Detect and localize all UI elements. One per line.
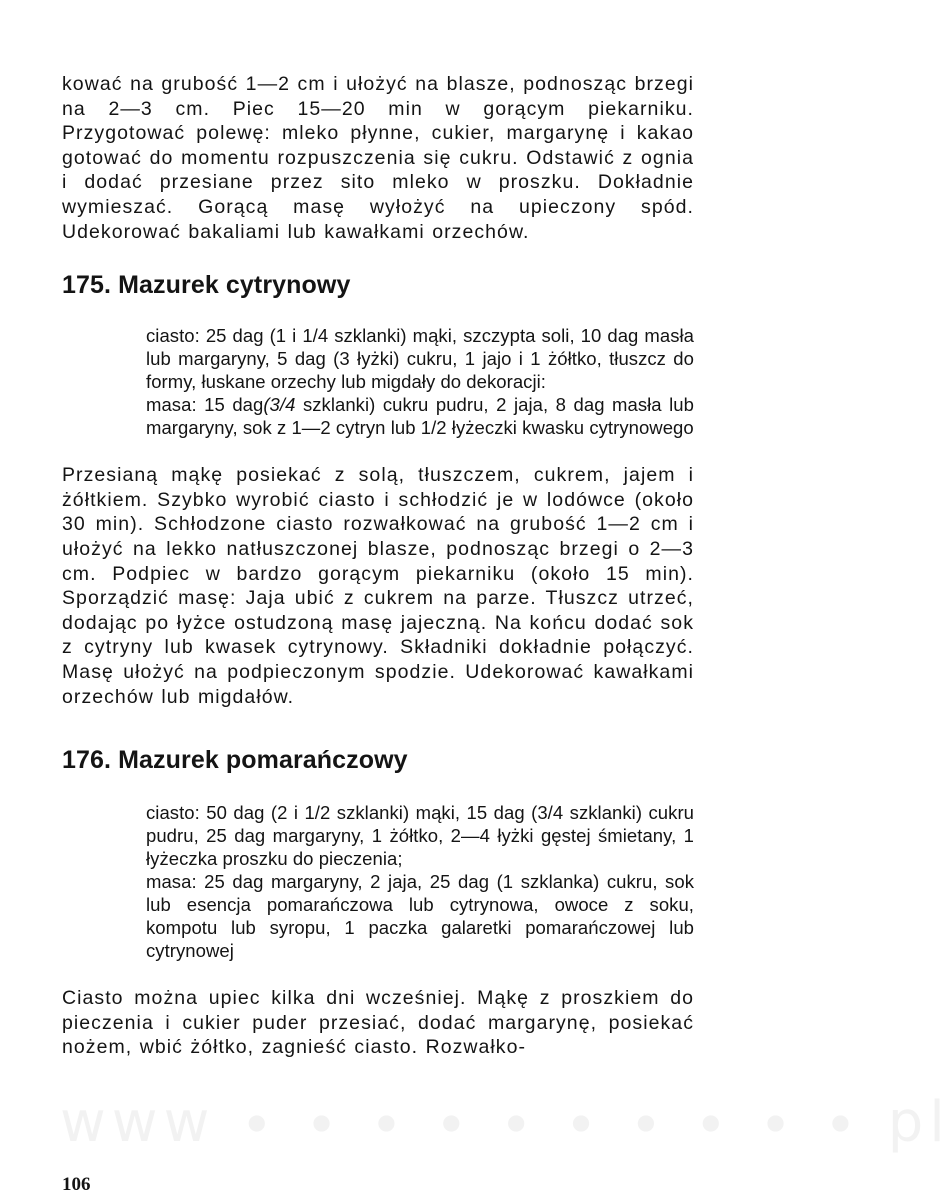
recipe-175-mass-italic: (3/4 [263, 394, 296, 416]
recipe-176-title: 176. Mazurek pomarańczowy [62, 746, 408, 775]
recipe-176-method: Ciasto można upiec kilka dni wcześniej. Mąkę z proszkiem do pieczenia i cukier puder przesiać, dodać margarynę, posiekać nożem, wbić żółtko, zagnieść ciasto. Rozwałko- [62, 987, 694, 1059]
recipe-176-dough-ingredients: ciasto: 50 dag (2 i 1/2 szklanki) mąki, 15 dag (3/4 szklanki) cukru pudru, 25 dag margaryny, 1 żółtko, 2—4 łyżki gęstej śmietany, 1 łyżeczka proszku do pieczenia; [146, 802, 694, 870]
recipe-175-method: Przesianą mąkę posiekać z solą, tłuszczem, cukrem, jajem i żółtkiem. Szybko wyrobić ciasto i schłodzić je w lodówce (około 30 min). Schłodzone ciasto rozwałkować na grubość 1—2 cm i ułożyć na lekko natłuszczonej blasze, podnosząc brzegi o 2—3 cm. Podpiec w bardzo gorącym piekarniku (około 15 min). Sporządzić masę: Jaja ubić z cukrem na parze. Tłuszcz utrzeć, dodając po łyżce ostudzoną masę jajeczną. Na końcu dodać sok z cytryny lub kwasek cytrynowy. Składniki dokładnie połączyć. Masę ułożyć na podpieczonym spodzie. Udekorować kawałkami orzechów lub migdałów. [62, 464, 694, 708]
recipe-175-dough-ingredients: ciasto: 25 dag (1 i 1/4 szklanki) mąki, szczypta soli, 10 dag masła lub margaryny, 5 dag (3 łyżki) cukru, 1 jajo i 1 żółtko, tłuszcz do formy, łuskane orzechy lub migdały do dekoracji: [146, 325, 694, 393]
page-content [62, 72, 694, 1060]
intro-paragraph: kować na grubość 1—2 cm i ułożyć na blasze, podnosząc brzegi na 2—3 cm. Piec 15—20 min w gorącym piekarniku. Przygotować polewę: mleko płynne, cukier, margarynę i kakao gotować do momentu rozpuszczenia się cukru. Odstawić z ognia i dodać przesiane przez sito mleko w proszku. Dokładnie wymieszać. Gorącą masę wyłożyć na upieczony spód. Udekorować bakaliami lub kawałkami orzechów. [62, 73, 694, 243]
recipe-175-ingredients [146, 324, 694, 439]
page-number: 106 [62, 1174, 91, 1195]
recipe-176-mass-ingredients: masa: 25 dag margaryny, 2 jaja, 25 dag (1 szklanka) cukru, sok lub esencja pomarańczowa lub cytrynowa, owoce z soku, kompotu lub syropu, 1 paczka galaretki pomarańczowej lub cytrynowej [146, 871, 694, 962]
recipe-175-mass-ingredients [146, 393, 694, 439]
recipe-175-title: 175. Mazurek cytrynowy [62, 271, 351, 300]
recipe-176-ingredients [146, 801, 694, 962]
recipe-175-mass-lead: masa: 15 dag [146, 394, 264, 416]
watermark: www ∙ ∙ ∙ ∙ ∙ ∙ ∙ ∙ ∙ ∙ pl [60, 1090, 951, 1155]
recipe-175-mass-rest: szklanki) cukru pudru, 2 jaja, 8 dag masła lub margaryny, sok z 1—2 cytryn lub 1/2 łyżeczki kwasku cytrynowego [146, 394, 694, 439]
